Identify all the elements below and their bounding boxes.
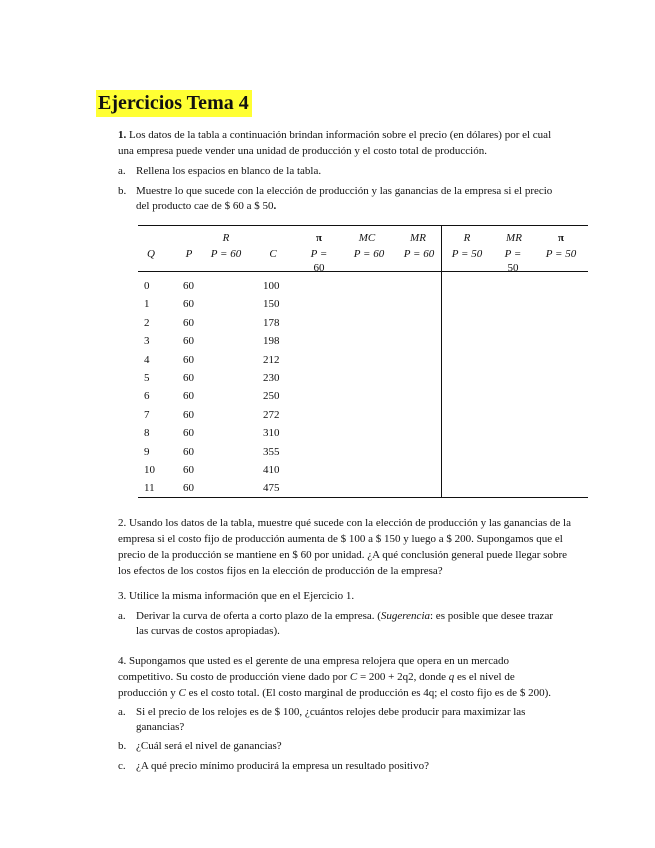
header-pi50-bot: P = 50 bbox=[545, 248, 577, 260]
cell-p: 60 bbox=[183, 390, 194, 402]
cell-c: 410 bbox=[263, 464, 280, 476]
exercise-1b-label: b. bbox=[118, 185, 127, 197]
cell-q: 0 bbox=[144, 280, 150, 292]
page-title: Ejercicios Tema 4 bbox=[96, 90, 252, 117]
exercise-1-line-2: una empresa puede vender una unidad de producción y el costo total de producción. bbox=[118, 145, 487, 157]
cell-p: 60 bbox=[183, 354, 194, 366]
exercise-4b-text: ¿Cuál será el nivel de ganancias? bbox=[136, 740, 282, 752]
exercise-4b-label: b. bbox=[118, 740, 127, 752]
cell-q: 10 bbox=[144, 464, 155, 476]
exercise-2-line-3: precio de la producción se mantiene en $ 60 por unidad. ¿A qué conclusión general puede llegar sobre bbox=[118, 549, 568, 561]
cell-q: 3 bbox=[144, 335, 150, 347]
cell-c: 178 bbox=[263, 317, 280, 329]
cell-q: 2 bbox=[144, 317, 150, 329]
header-mr60-top: MR bbox=[410, 232, 426, 244]
header-pi60-bot: 60 bbox=[313, 262, 325, 274]
header-mr50-bot: 50 bbox=[507, 262, 519, 274]
exercise-1a-label: a. bbox=[118, 165, 126, 177]
cell-q: 6 bbox=[144, 390, 150, 402]
header-p: P bbox=[185, 248, 193, 260]
exercise-1a-text: Rellena los espacios en blanco de la tabla. bbox=[136, 165, 322, 177]
header-r60-bot: P = 60 bbox=[210, 248, 242, 260]
cell-c: 310 bbox=[263, 427, 280, 439]
cell-q: 7 bbox=[144, 409, 150, 421]
cell-q: 11 bbox=[144, 482, 155, 494]
exercise-4-line-1: 4. Supongamos que usted es el gerente de una empresa relojera que opera en un mercado bbox=[118, 655, 509, 667]
exercise-3a-line-1: Derivar la curva de oferta a corto plazo de la empresa. (Sugerencia: es posible que desee trazar bbox=[136, 610, 554, 622]
cell-c: 355 bbox=[263, 446, 280, 458]
cell-p: 60 bbox=[183, 446, 194, 458]
cell-c: 250 bbox=[263, 390, 280, 402]
cell-p: 60 bbox=[183, 280, 194, 292]
header-r50-bot: P = 50 bbox=[451, 248, 483, 260]
exercise-2-line-1: 2. Usando los datos de la tabla, muestre qué sucede con la elección de producción y las ganancias de la bbox=[118, 517, 571, 529]
exercise-3a-line-2: las curvas de costos apropiadas). bbox=[136, 625, 280, 637]
cell-q: 9 bbox=[144, 446, 150, 458]
cell-p: 60 bbox=[183, 372, 194, 384]
exercise-3a-label: a. bbox=[118, 610, 126, 622]
cell-c: 212 bbox=[263, 354, 280, 366]
cell-c: 198 bbox=[263, 335, 280, 347]
cell-p: 60 bbox=[183, 335, 194, 347]
cell-p: 60 bbox=[183, 464, 194, 476]
cell-p: 60 bbox=[183, 409, 194, 421]
exercise-4-line-2: competitivo. Su costo de producción viene dado por C = 200 + 2q2, donde q es el nivel de bbox=[118, 671, 515, 683]
cell-q: 8 bbox=[144, 427, 150, 439]
exercise-3a bbox=[118, 608, 608, 640]
header-mr50-top: MR bbox=[506, 232, 522, 244]
cell-p: 60 bbox=[183, 298, 194, 310]
cell-c: 150 bbox=[263, 298, 280, 310]
table-top-border bbox=[138, 225, 588, 226]
exercise-1b bbox=[118, 183, 608, 215]
exercise-1-text: Los datos de la tabla a continuación brindan información sobre el precio (en dólares) por el cual bbox=[129, 129, 552, 141]
exercise-1-number: 1. bbox=[118, 129, 127, 141]
header-r60-top: R bbox=[222, 232, 230, 244]
exercise-4c-label: c. bbox=[118, 760, 126, 772]
header-pi50-top: π bbox=[557, 232, 565, 244]
header-q: Q bbox=[147, 248, 155, 260]
header-pi60-top: π bbox=[315, 232, 323, 244]
exercise-3-line-1: 3. Utilice la misma información que en el Ejercicio 1. bbox=[118, 590, 355, 602]
cell-q: 4 bbox=[144, 354, 150, 366]
header-mc-top: MC bbox=[358, 232, 376, 244]
exercise-4a bbox=[118, 704, 608, 736]
exercise-2-line-2: empresa si el costo fijo de producción aumenta de $ 100 a $ 150 y luego a $ 200. Supongamos que el bbox=[118, 533, 563, 545]
table-divider bbox=[441, 225, 442, 498]
exercise-4a-label: a. bbox=[118, 706, 126, 718]
header-mr60-bot: P = 60 bbox=[403, 248, 435, 260]
exercise-2-line-4: los efectos de los costos fijos en la elección de producción de la empresa? bbox=[118, 565, 443, 577]
exercise-1a bbox=[118, 163, 598, 179]
header-pi60-mid: P = bbox=[310, 248, 328, 260]
cell-q: 1 bbox=[144, 298, 150, 310]
exercise-1b-line-1: Muestre lo que sucede con la elección de producción y las ganancias de la empresa si el precio bbox=[136, 185, 553, 197]
header-r50-top: R bbox=[463, 232, 471, 244]
exercise-1-line-1 bbox=[118, 127, 551, 143]
header-c: C bbox=[269, 248, 277, 260]
table-bottom-border bbox=[138, 497, 588, 498]
cell-p: 60 bbox=[183, 317, 194, 329]
exercise-4a-line-1: Si el precio de los relojes es de $ 100, ¿cuántos relojes debe producir para maximizar las bbox=[136, 706, 526, 718]
cell-c: 272 bbox=[263, 409, 280, 421]
exercise-4c-text: ¿A qué precio mínimo producirá la empresa un resultado positivo? bbox=[136, 760, 429, 772]
header-mr50-mid: P = bbox=[504, 248, 522, 260]
cell-c: 475 bbox=[263, 482, 280, 494]
cell-c: 230 bbox=[263, 372, 280, 384]
cell-q: 5 bbox=[144, 372, 150, 384]
cell-p: 60 bbox=[183, 482, 194, 494]
exercise-4-line-3: producción y C es el costo total. (El costo marginal de producción es 4q; el costo fijo es de $ 200). bbox=[118, 687, 551, 699]
exercise-1b-line-2: del producto cae de $ 60 a $ 50. bbox=[136, 200, 277, 212]
exercise-4c bbox=[118, 758, 608, 774]
exercise-4b bbox=[118, 738, 608, 754]
cell-c: 100 bbox=[263, 280, 280, 292]
exercise-4a-line-2: ganancias? bbox=[136, 721, 185, 733]
cell-p: 60 bbox=[183, 427, 194, 439]
header-mc-bot: P = 60 bbox=[353, 248, 385, 260]
